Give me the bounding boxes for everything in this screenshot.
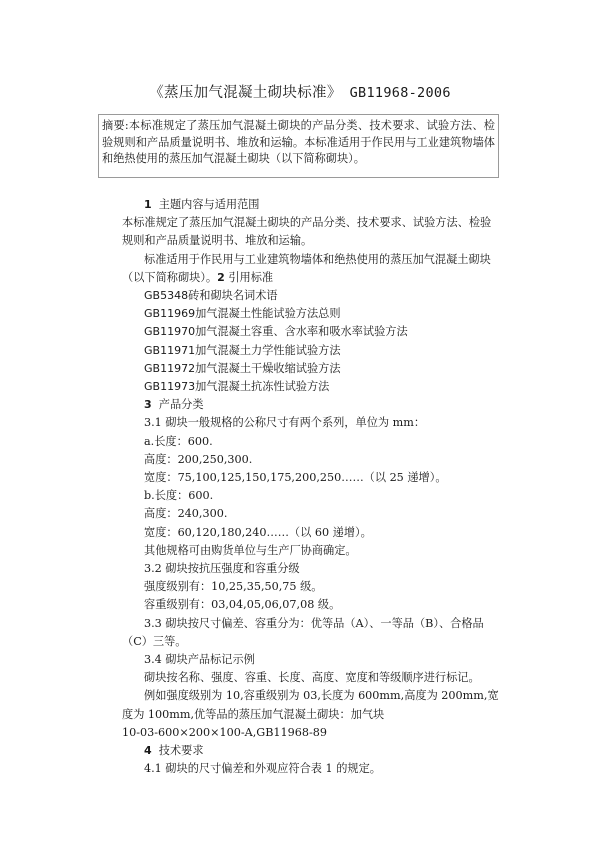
section-3-line: 宽度：60,120,180,240……（以 60 递增）。: [144, 525, 372, 539]
section-3-line: 强度级别有：10,25,35,50,75 级。: [144, 580, 323, 594]
section-3-heading: 3 产品分类: [144, 398, 204, 412]
section-3-line: 宽度：75,100,125,150,175,200,250……（以 25 递增）。: [144, 471, 447, 485]
ref-item: GB11969加气混凝土性能试验方法总则: [144, 307, 341, 321]
section-3-line: 其他规格可由购货单位与生产厂协商确定。: [144, 543, 357, 557]
section-1-para-1: 本标准规定了蒸压加气混凝土砌块的产品分类、技术要求、试验方法、检验规则和产品质量说明书、堆放和运输。: [122, 216, 492, 248]
section-1-para-2: 标准适用于作民用与工业建筑物墙体和绝热使用的蒸压加气混凝土砌块（以下简称砌块）。2 引用标准: [122, 252, 491, 284]
section-3-line: 3.3 砌块按尺寸偏差、容重分为：优等品（A）、一等品（B）、合格品（C）三等。: [122, 616, 484, 648]
section-2-number: 2: [217, 270, 225, 284]
ref-item: GB11973加气混凝土抗冻性试验方法: [144, 380, 330, 394]
section-4-line: 4.1 砌块的尺寸偏差和外观应符合表 1 的规定。: [144, 762, 381, 776]
section-3-line: 3.4 砌块产品标记示例: [144, 653, 255, 667]
section-3-line: b.长度：600.: [144, 489, 214, 503]
ref-item: GB5348砖和砌块名词术语: [144, 289, 278, 303]
ref-item: GB11970加气混凝土容重、含水率和吸水率试验方法: [144, 325, 408, 339]
section-3-line: 例如强度级别为 10,容重级别为 03,长度为 600mm,高度为 200mm,宽度为 100mm,优等品的蒸压加气混凝土砌块：加气块: [122, 689, 499, 721]
ref-item: GB11972加气混凝土干燥收缩试验方法: [144, 361, 341, 375]
section-3-line: 高度：240,300.: [144, 507, 228, 521]
document-title: [0, 81, 600, 102]
ref-item: GB11971加气混凝土力学性能试验方法: [144, 343, 341, 357]
title-text: 《蒸压加气混凝土砌块标准》: [149, 85, 342, 101]
document-body: [122, 196, 502, 779]
section-1-heading: 1 主题内容与适用范围: [144, 198, 260, 211]
standard-code: GB11968-2006: [349, 85, 451, 101]
section-4-heading: 4 技术要求: [144, 744, 204, 758]
abstract-box: 摘要:本标准规定了蒸压加气混凝土砌块的产品分类、技术要求、试验方法、检验规则和产品质量说明书、堆放和运输。本标准适用于作民用与工业建筑物墙体和绝热使用的蒸压加气混凝土砌块（以下简称砌块）。: [98, 114, 499, 178]
section-3-line: 高度：200,250,300.: [144, 452, 253, 466]
section-3-line: 容重级别有：03,04,05,06,07,08 级。: [144, 598, 341, 612]
section-3-line: 砌块按名称、强度、容重、长度、高度、宽度和等级顺序进行标记。: [144, 671, 480, 685]
section-3-line: 3.1 砌块一般规格的公称尺寸有两个系列，单位为 mm：: [144, 416, 426, 430]
section-2-heading: 引用标准: [228, 270, 274, 284]
section-3-line: a.长度：600.: [144, 434, 213, 448]
section-3-line: 10-03-600×200×100-A,GB11968-89: [122, 725, 328, 739]
section-3-line: 3.2 砌块按抗压强度和容重分级: [144, 562, 300, 576]
